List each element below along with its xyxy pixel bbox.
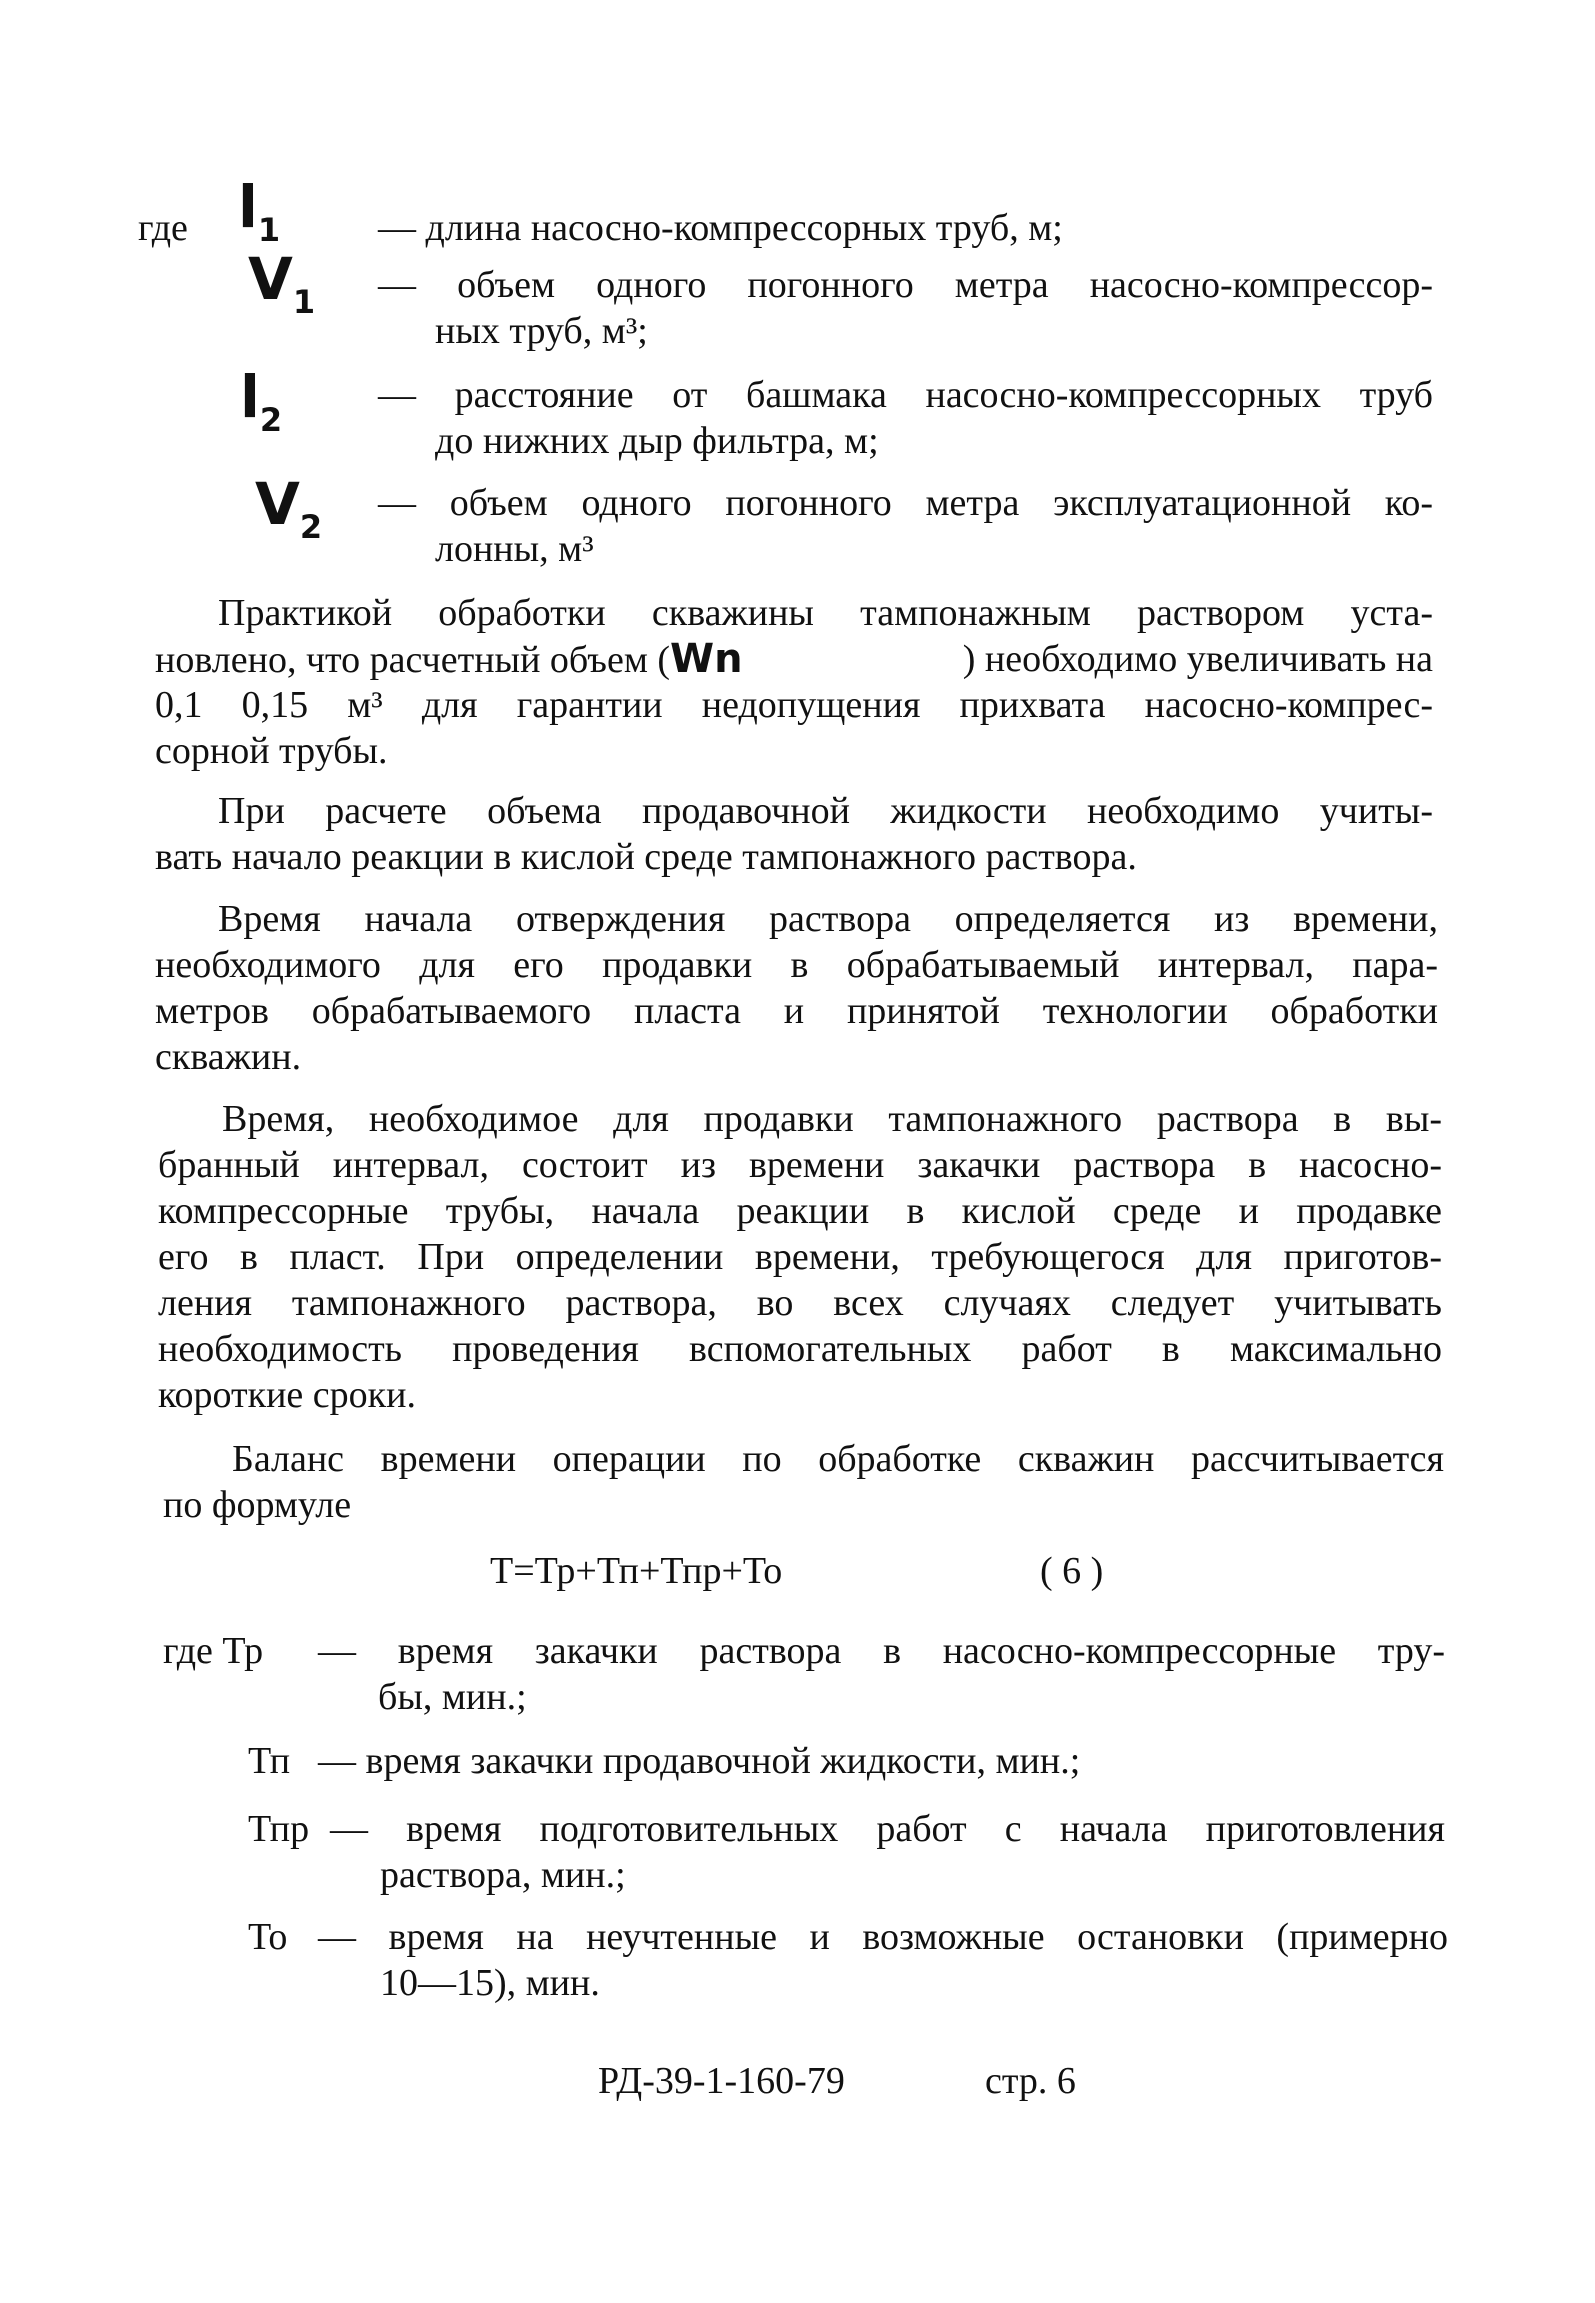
term-tp-line1: — время закачки продавочной жидкости, мин.; [318, 1740, 1081, 1782]
def-l2-line1: — расстояние от башмака насосно-компрессорных труб [378, 374, 1433, 416]
def-v1-line1: — объем одного погонного метра насосно-компрессор- [378, 264, 1433, 306]
term-tr-line1: — время закачки раствора в насосно-компрессорные тру- [318, 1630, 1445, 1672]
term-tpr-line2: раствора, мин.; [380, 1854, 626, 1896]
def-v1-line2: ных труб, м³; [435, 310, 648, 352]
paragraph-1-line-3: 0,1 0,15 м³ для гарантии недопущения прихвата насосно-компрес- [155, 684, 1433, 726]
term-to-line1: — время на неучтенные и возможные остановки (примерно [318, 1916, 1448, 1958]
def-l2-line2: до нижних дыр фильтра, м; [435, 420, 879, 462]
paragraph-5-line-1: Баланс времени операции по обработке скважин рассчитывается [232, 1438, 1444, 1480]
term-tpr-line1: — время подготовительных работ с начала приготовления [330, 1808, 1445, 1850]
paragraph-4-line-6: необходимость проведения вспомогательных работ в максимально [158, 1328, 1442, 1370]
symbol-v2: $V_2$ [255, 470, 323, 546]
term-tr-label: где Тр [163, 1630, 264, 1672]
paragraph-5-line-2: по формуле [163, 1484, 352, 1526]
paragraph-1-line-4: сорной трубы. [155, 730, 388, 772]
paragraph-1-line-1: Практикой обработки скважины тампонажным раствором уста- [218, 592, 1433, 634]
term-tpr-label: Тпр [248, 1808, 310, 1850]
paragraph-4-line-2: бранный интервал, состоит из времени закачки раствора в насосно- [158, 1144, 1442, 1186]
term-to-line2: 10—15), мин. [380, 1962, 600, 2004]
term-to-label: То [248, 1916, 288, 1958]
def-v2-line1: — объем одного погонного метра эксплуатационной ко- [378, 482, 1433, 524]
symbol-l2: $l_2$ [240, 363, 283, 439]
def-l1-line1: — длина насосно-компрессорных труб, м; [378, 207, 1063, 249]
term-tp-label: Тп [248, 1740, 291, 1782]
footer-doc-code: РД-39-1-160-79 [598, 2060, 845, 2102]
paragraph-4-line-7: короткие сроки. [158, 1374, 416, 1416]
paragraph-3-line-4: скважин. [155, 1036, 302, 1078]
paragraph-2-line-1: При расчете объема продавочной жидкости необходимо учиты- [218, 790, 1433, 832]
term-tr-line2: бы, мин.; [378, 1676, 527, 1718]
symbol-v1: $V_1$ [248, 245, 316, 321]
footer-page-number: стр. 6 [985, 2060, 1076, 2102]
paragraph-3-line-1: Время начала отверждения раствора определяется из времени, [218, 898, 1438, 940]
p1-line2-part-b: ) необходимо увеличивать на [962, 638, 1433, 680]
paragraph-3-line-3: метров обрабатываемого пласта и принятой технологии обработки [155, 990, 1438, 1032]
def-v2-line2: лонны, м³ [435, 528, 594, 570]
formula-number: ( 6 ) [1040, 1550, 1104, 1592]
paragraph-4-line-5: ления тампонажного раствора, во всех случаях следует учитывать [158, 1282, 1442, 1324]
p1-line2-part-a: новлено, что расчетный объем (Wn [155, 636, 743, 682]
symbol-l1: $l_1$ [238, 173, 281, 249]
formula-expression: Т=Тр+Тп+Тпр+То [490, 1550, 783, 1592]
paragraph-2-line-2: вать начало реакции в кислой среде тампонажного раствора. [155, 836, 1137, 878]
gde-label: где [138, 207, 188, 249]
paragraph-4-line-1: Время, необходимое для продавки тампонажного раствора в вы- [222, 1098, 1442, 1140]
paragraph-4-line-4: его в пласт. При определении времени, требующегося для приготов- [158, 1236, 1442, 1278]
paragraph-4-line-3: компрессорные трубы, начала реакции в кислой среде и продавке [158, 1190, 1442, 1232]
paragraph-3-line-2: необходимого для его продавки в обрабатываемый интервал, пара- [155, 944, 1438, 986]
wn-symbol: Wn [670, 636, 743, 682]
paragraph-1-line-2 [155, 636, 1433, 683]
